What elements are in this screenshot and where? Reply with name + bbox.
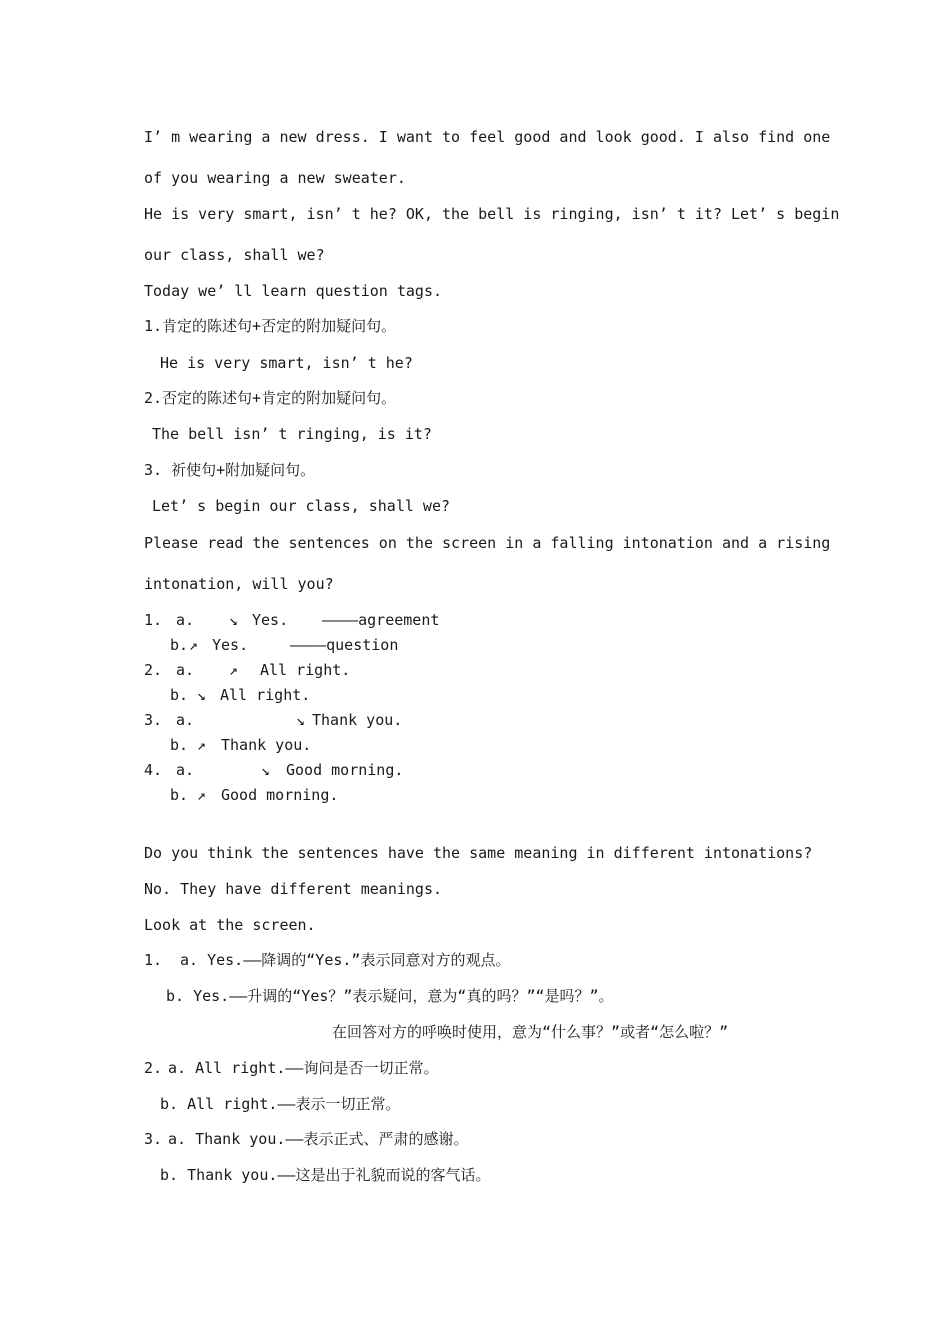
item-b-label: b. xyxy=(170,686,189,704)
item-b-label: b. xyxy=(170,636,189,654)
item-b-label: b. xyxy=(170,786,189,804)
falling-arrow-icon: ↘ xyxy=(261,761,271,779)
item-a-note: ————agreement xyxy=(322,611,440,629)
item-a-label: a. xyxy=(176,661,195,679)
explanation-number: 3. xyxy=(144,1130,163,1148)
discussion-answer: No. They have different meanings. xyxy=(144,880,443,898)
item-a-text: Thank you. xyxy=(312,711,403,729)
explanation-b: b. All right.——表示一切正常。 xyxy=(160,1095,401,1113)
explanation-b: b. Yes.——升调的“Yes？”表示疑问，意为“真的吗？”“是吗？”。 xyxy=(166,987,614,1005)
item-a-text: Good morning. xyxy=(286,761,404,779)
intro-line-5: Today we’ ll learn question tags. xyxy=(144,282,443,300)
intro-line-4: our class, shall we? xyxy=(144,246,325,264)
explanation-a: a. All right.——询问是否一切正常。 xyxy=(168,1059,439,1077)
explanation-a: a. Thank you.——表示正式、严肃的感谢。 xyxy=(168,1130,469,1148)
item-b-note: ————question xyxy=(290,636,399,654)
explanation-a: a. Yes.——降调的“Yes.”表示同意对方的观点。 xyxy=(180,951,511,969)
explanation-b-continued: 在回答对方的呼唤时使用，意为“什么事？”或者“怎么啦？” xyxy=(332,1023,729,1041)
rising-arrow-icon: ↗ xyxy=(229,661,239,679)
falling-arrow-icon: ↘ xyxy=(197,686,207,704)
rule-3-example: Let’ s begin our class, shall we? xyxy=(152,497,451,515)
explanation-number: 2. xyxy=(144,1059,163,1077)
item-b-text: Thank you. xyxy=(221,736,312,754)
item-b-text: All right. xyxy=(220,686,311,704)
item-b-text: Yes. xyxy=(212,636,249,654)
rule-1-example: He is very smart, isn’ t he? xyxy=(160,354,413,372)
item-a-label: a. xyxy=(176,711,195,729)
rule-2-heading: 2.否定的陈述句+肯定的附加疑问句。 xyxy=(144,389,397,407)
instruction-line-1: Please read the sentences on the screen in a falling intonation and a rising xyxy=(144,534,831,552)
rising-arrow-icon: ↗ xyxy=(197,786,207,804)
item-b-label: b. xyxy=(170,736,189,754)
intro-line-3: He is very smart, isn’ t he? OK, the bell is ringing, isn’ t it? Let’ s begin xyxy=(144,205,840,223)
rising-arrow-icon: ↗ xyxy=(189,636,199,654)
falling-arrow-icon: ↘ xyxy=(296,711,306,729)
falling-arrow-icon: ↘ xyxy=(229,611,239,629)
intro-line-2: of you wearing a new sweater. xyxy=(144,169,406,187)
instruction-line-2: intonation, will you? xyxy=(144,575,334,593)
explanation-b: b. Thank you.——这是出于礼貌而说的客气话。 xyxy=(160,1166,491,1184)
rule-2-example: The bell isn’ t ringing, is it? xyxy=(152,425,432,443)
item-a-text: Yes. xyxy=(252,611,289,629)
item-a-text: All right. xyxy=(260,661,351,679)
item-a-label: a. xyxy=(176,611,195,629)
rising-arrow-icon: ↗ xyxy=(197,736,207,754)
item-number: 2. xyxy=(144,661,163,679)
item-number: 1. xyxy=(144,611,163,629)
item-number: 4. xyxy=(144,761,163,779)
item-a-label: a. xyxy=(176,761,195,779)
discussion-question: Do you think the sentences have the same meaning in different intonations? xyxy=(144,844,813,862)
rule-1-heading: 1.肯定的陈述句+否定的附加疑问句。 xyxy=(144,317,397,335)
item-number: 3. xyxy=(144,711,163,729)
rule-3-heading: 3. 祈使句+附加疑问句。 xyxy=(144,461,316,479)
item-b-text: Good morning. xyxy=(221,786,339,804)
discussion-look: Look at the screen. xyxy=(144,916,316,934)
intro-line-1: I’ m wearing a new dress. I want to feel good and look good. I also find one xyxy=(144,128,831,146)
explanation-number: 1. xyxy=(144,951,163,969)
